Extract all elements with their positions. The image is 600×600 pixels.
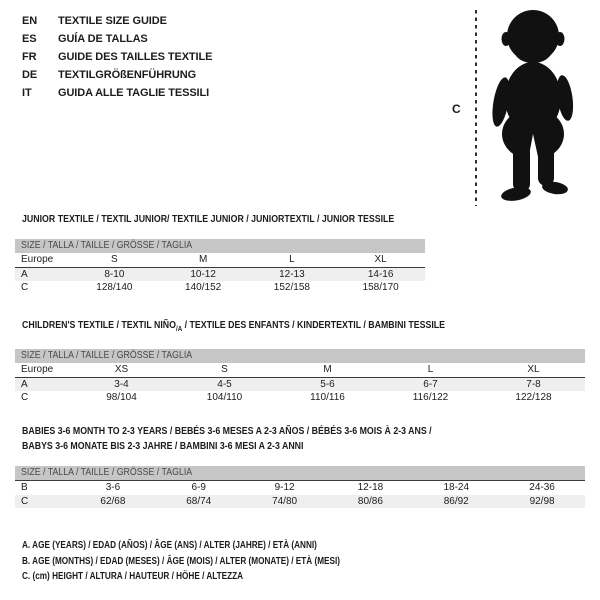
row-europe xyxy=(15,253,425,268)
lang-title: GUIDE DES TAILLES TEXTILE xyxy=(58,51,213,63)
table-cell: 110/116 xyxy=(310,392,345,403)
table-cell: 74/80 xyxy=(272,495,298,507)
size-col: L xyxy=(289,254,295,265)
legend-line-b xyxy=(22,554,410,570)
size-col: S xyxy=(221,364,228,375)
table-cell: 8-10 xyxy=(104,268,125,280)
babies-textile-section xyxy=(15,424,585,508)
table-cell: 92/98 xyxy=(529,495,555,507)
legend-line-b-text: B. AGE (MONTHS) / EDAD (MESES) / ÂGE (MOIS) / ALTER (MONATE) / ETÀ (MESI) xyxy=(22,555,340,567)
legend-line-c-text: C. (cm) HEIGHT / ALTURA / HAUTEUR / HÖHE / ALTEZZA xyxy=(22,571,244,582)
table-cell: 140/152 xyxy=(185,282,222,293)
table-cell: 122/128 xyxy=(515,392,552,403)
lang-code: ES xyxy=(22,33,37,45)
row-b xyxy=(15,481,585,495)
lang-title: TEXTILE SIZE GUIDE xyxy=(58,15,167,27)
title-suffix: / TEXTILE DES ENFANTS / KINDERTEXTIL / BAMBINI TESSILE xyxy=(182,320,446,331)
height-measure-label: C xyxy=(452,102,461,116)
row-a xyxy=(15,378,585,392)
table-cell: 24-36 xyxy=(529,482,555,493)
table-cell: 6-7 xyxy=(423,378,438,390)
table-cell: 12-18 xyxy=(357,482,384,493)
babies-title-line1: BABIES 3-6 MONTH TO 2-3 YEARS / BEBÉS 3-6 MESES A 2-3 AÑOS / BÉBÉS 3-6 MOIS À 2-3 ANS / xyxy=(22,426,432,437)
table-cell: 68/74 xyxy=(186,495,212,507)
junior-table-title-text: JUNIOR TEXTILE / TEXTIL JUNIOR/ TEXTILE JUNIOR / JUNIORTEXTIL / JUNIOR TESSILE xyxy=(22,214,395,225)
lang-title: TEXTILGRÖßENFÜHRUNG xyxy=(58,69,197,81)
size-header-bar xyxy=(15,239,425,253)
legend-line-a-text: A. AGE (YEARS) / EDAD (AÑOS) / ÂGE (ANS) / ALTER (JAHRE) / ETÀ (ANNI) xyxy=(22,540,317,551)
table-cell: 10-12 xyxy=(190,268,216,280)
region-label: Europe xyxy=(21,364,54,375)
size-col: XL xyxy=(527,364,540,375)
row-label: B xyxy=(21,482,28,493)
size-header-text: SIZE / TALLA / TAILLE / GRÖSSE / TAGLIA xyxy=(21,350,193,361)
lang-row-es xyxy=(22,30,212,48)
table-cell: 6-9 xyxy=(191,482,206,493)
table-cell: 104/110 xyxy=(206,392,243,403)
row-europe xyxy=(15,363,585,378)
row-label: A xyxy=(21,378,28,390)
children-table-title xyxy=(22,318,585,337)
row-c xyxy=(15,495,585,509)
size-col: XL xyxy=(374,254,387,265)
row-label: C xyxy=(21,392,29,403)
legend-footnotes xyxy=(22,538,410,585)
lang-row-en xyxy=(22,12,212,30)
size-col: M xyxy=(323,364,332,375)
size-col: XS xyxy=(114,364,129,375)
junior-table-title xyxy=(22,212,425,227)
toddler-silhouette-icon xyxy=(483,6,583,206)
row-c xyxy=(15,391,585,405)
table-cell: 9-12 xyxy=(274,482,295,493)
table-cell: 152/158 xyxy=(273,282,310,293)
lang-code: IT xyxy=(22,87,32,99)
size-header-text: SIZE / TALLA / TAILLE / GRÖSSE / TAGLIA xyxy=(21,240,193,251)
height-measure-dashed-line xyxy=(475,10,477,206)
title-subscript: /A xyxy=(175,326,183,333)
row-label: A xyxy=(21,268,28,280)
size-header-bar xyxy=(15,349,585,363)
table-cell: 7-8 xyxy=(526,378,541,390)
babies-title-line2: BABYS 3-6 MONATE BIS 2-3 JAHRE / BAMBINI 3-6 MESI A 2-3 ANNI xyxy=(22,441,304,452)
lang-row-fr xyxy=(22,48,212,66)
table-cell: 3-6 xyxy=(105,482,121,493)
legend-line-a xyxy=(22,538,410,554)
table-cell: 86/92 xyxy=(443,495,469,507)
table-cell: 4-5 xyxy=(217,378,232,390)
row-c xyxy=(15,281,425,295)
lang-title: GUÍA DE TALLAS xyxy=(58,33,148,45)
row-label: C xyxy=(21,495,29,507)
children-table-title-text xyxy=(22,318,445,337)
lang-code: FR xyxy=(22,51,37,63)
row-label: C xyxy=(21,282,29,293)
size-col: M xyxy=(198,254,208,265)
table-cell: 80/86 xyxy=(357,495,383,507)
table-cell: 98/104 xyxy=(106,392,137,403)
table-cell: 5-6 xyxy=(320,378,335,390)
children-textile-section xyxy=(15,318,585,405)
babies-table-title xyxy=(22,424,585,454)
lang-code: DE xyxy=(22,69,38,81)
lang-title: GUIDA ALLE TAGLIE TESSILI xyxy=(58,87,210,99)
table-cell: 18-24 xyxy=(443,482,470,493)
size-col: L xyxy=(427,364,434,375)
table-cell: 62/68 xyxy=(100,495,126,507)
lang-row-it xyxy=(22,84,212,102)
language-list xyxy=(22,12,212,102)
table-cell: 128/140 xyxy=(96,282,133,293)
size-header-text: SIZE / TALLA / TAILLE / GRÖSSE / TAGLIA xyxy=(21,467,193,478)
region-label: Europe xyxy=(21,254,54,265)
lang-row-de xyxy=(22,66,212,84)
lang-code: EN xyxy=(22,15,38,27)
row-a xyxy=(15,268,425,282)
table-cell: 116/122 xyxy=(412,392,449,403)
junior-textile-section xyxy=(15,212,425,295)
title-prefix: CHILDREN'S TEXTILE / TEXTIL NIÑO xyxy=(22,320,176,331)
table-cell: 3-4 xyxy=(114,378,129,390)
size-header-bar xyxy=(15,466,585,481)
table-cell: 158/170 xyxy=(362,282,399,293)
size-col: S xyxy=(111,254,118,265)
legend-line-c xyxy=(22,569,410,585)
table-cell: 14-16 xyxy=(367,268,394,280)
table-cell: 12-13 xyxy=(279,268,305,280)
